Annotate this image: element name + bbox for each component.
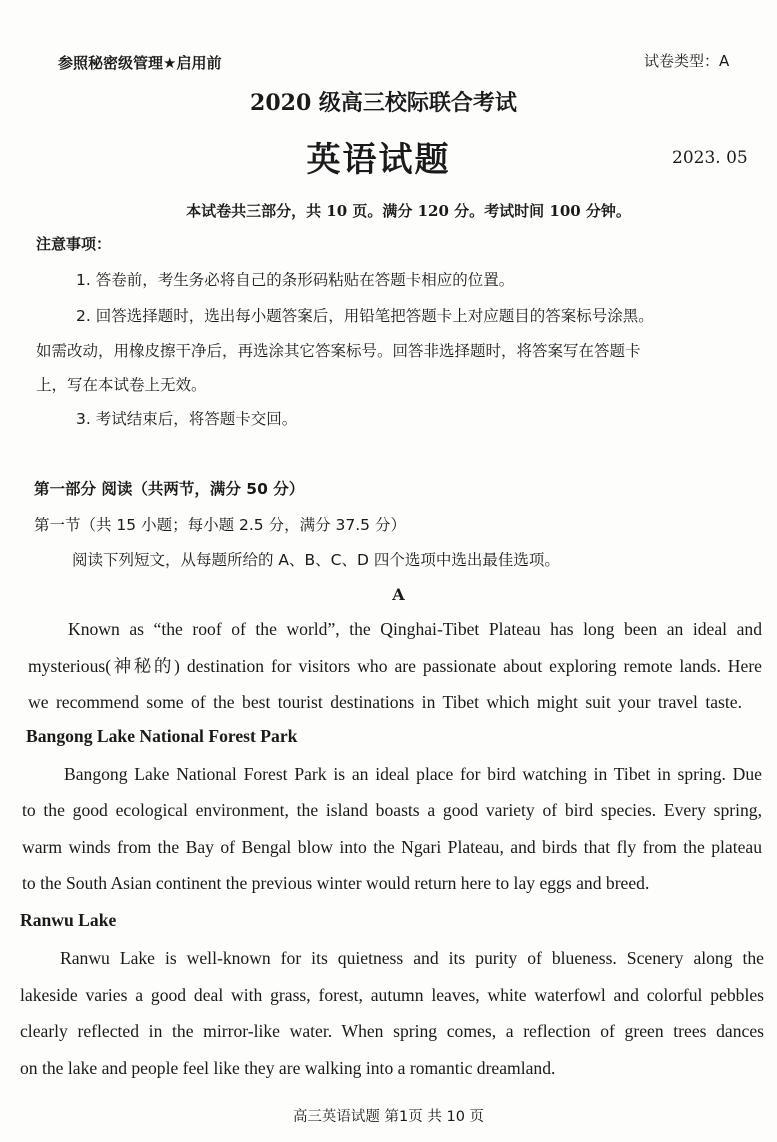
notice-item-2-line-2: 如需改动，用橡皮擦干净后，再选涂其它答案标号。回答非选择题时，将答案写在答题卡 xyxy=(36,342,641,360)
destination-heading-bangong: Bangong Lake National Forest Park xyxy=(26,726,298,746)
page-footer: 高三英语试题 第1页 共 10 页 xyxy=(292,1109,485,1125)
notice-heading: 注意事项： xyxy=(36,235,112,253)
intro-line-2: mysterious(神秘的) destination for visitors who are passionate about exploring remote lands. Here xyxy=(28,656,762,676)
exam-summary: 本试卷共三部分，共 10 页。满分 120 分。考试时间 100 分钟。 xyxy=(186,202,631,220)
notice-item-2-line-1: 2. 回答选择题时，选出每小题答案后，用铅笔把答题卡上对应题目的答案标号涂黑。 xyxy=(76,307,654,325)
reading-instruction: 阅读下列短文，从每题所给的 A、B、C、D 四个选项中选出最佳选项。 xyxy=(72,551,560,569)
passage-label: A xyxy=(392,585,405,604)
exam-title: 2020 级高三校际联合考试 xyxy=(250,90,517,116)
ranwu-line-1: Ranwu Lake is well-known for its quietness and its purity of blueness. Scenery along the xyxy=(60,948,764,968)
notice-item-1: 1. 答卷前，考生务必将自己的条形码粘贴在答题卡相应的位置。 xyxy=(76,271,515,289)
part1-heading: 第一部分 阅读（共两节，满分 50 分） xyxy=(34,480,305,498)
confidentiality-label: 参照秘密级管理★启用前 xyxy=(58,54,222,72)
bangong-line-1: Bangong Lake National Forest Park is an ideal place for bird watching in Tibet in spring. Due xyxy=(64,764,762,784)
section1-heading: 第一节（共 15 小题；每小题 2.5 分，满分 37.5 分） xyxy=(34,516,406,534)
bangong-line-3: warm winds from the Bay of Bengal blow into the Ngari Plateau, and birds that fly from the plateau xyxy=(22,837,762,857)
ranwu-line-3: clearly reflected in the mirror-like water. When spring comes, a reflection of green trees dances xyxy=(20,1021,764,1041)
subject-title: 英语试题 xyxy=(306,140,451,180)
paper-type-label: 试卷类型：A xyxy=(644,52,730,70)
intro-line-1: Known as “the roof of the world”, the Qinghai-Tibet Plateau has long been an ideal and xyxy=(68,619,762,639)
ranwu-line-4: on the lake and people feel like they are walking into a romantic dreamland. xyxy=(20,1058,556,1078)
destination-heading-ranwu: Ranwu Lake xyxy=(20,910,117,930)
intro-line-3: we recommend some of the best tourist destinations in Tibet which might suit your travel taste. xyxy=(28,692,742,712)
notice-item-3: 3. 考试结束后，将答题卡交回。 xyxy=(76,410,298,428)
bangong-line-2: to the good ecological environment, the island boasts a good variety of bird species. Every spring, xyxy=(22,800,762,820)
notice-item-2-line-3: 上，写在本试卷上无效。 xyxy=(36,376,207,394)
ranwu-line-2: lakeside varies a good deal with grass, forest, autumn leaves, white waterfowl and colorful pebbles xyxy=(20,985,764,1005)
exam-date: 2023. 05 xyxy=(672,148,748,168)
bangong-line-4: to the South Asian continent the previous winter would return here to lay eggs and breed. xyxy=(22,873,650,893)
